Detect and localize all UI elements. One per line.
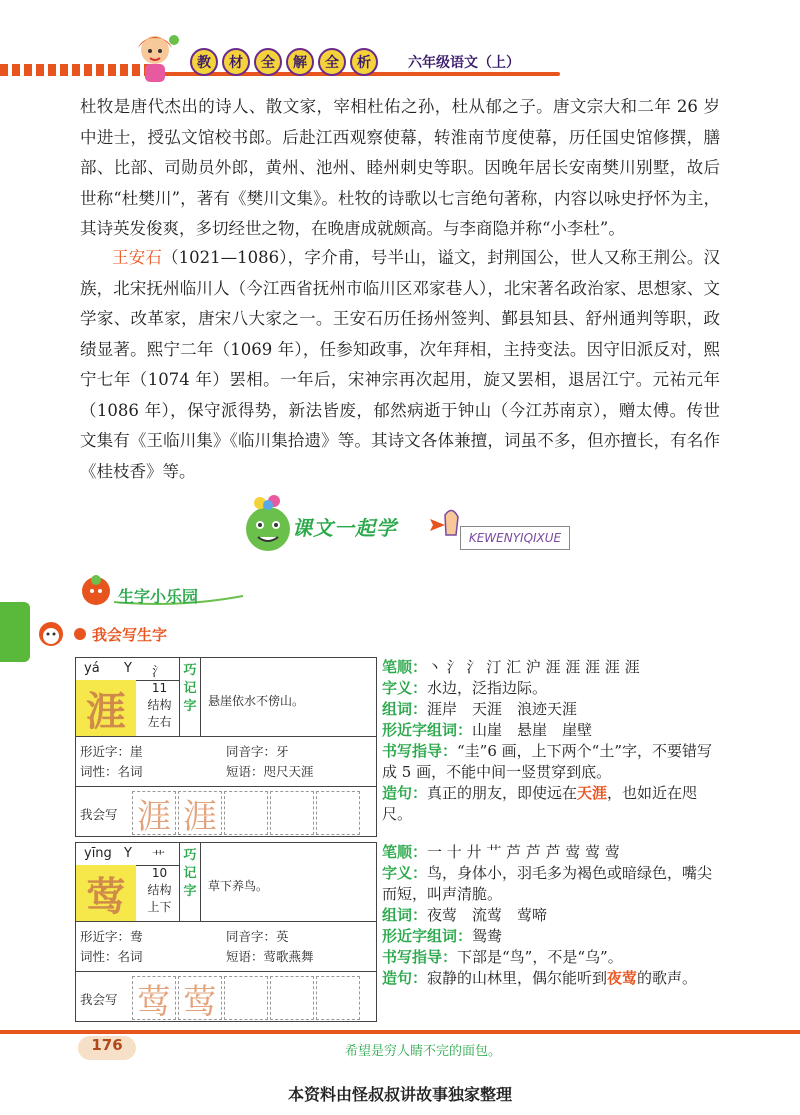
bullet-icon [74, 628, 86, 640]
stroke-order: 一 十 廾 艹 芦 芦 芦 莺 莺 莺 [427, 843, 620, 861]
phrase: 短语：咫尺天涯 [226, 764, 314, 779]
pinyin: yá [84, 661, 100, 676]
words-label: 组词： [382, 906, 428, 924]
divider [76, 921, 376, 922]
similar-words-label: 形近字组词： [382, 927, 473, 945]
header-subtitle: 六年级语文（上） [408, 55, 520, 71]
stroke-count: 11 [151, 681, 168, 695]
sentence-label: 造句： [382, 784, 428, 802]
empty-box[interactable] [316, 791, 360, 835]
girl-mascot-icon [128, 30, 182, 88]
paragraph-du-mu: 杜牧是唐代杰出的诗人、散文家，宰相杜佑之孙，杜从郁之子。唐文宗大和二年 26 岁中进士，授弘文馆校书郎。后赴江西观察使幕，转淮南节度使幕，历任国史馆修撰，膳部、比部、司勋员外郎，黄州、池州、睦州刺史等职。因晚年居长安南樊川别墅，故后世称“杜樊川”，著有《樊川文集》。杜牧的诗歌以七言绝句著称，内容以咏史抒怀为主，其诗英发俊爽，多切经世之物，在晚唐成就颇高。与李商隐并称“小李杜”。 [80, 97, 720, 238]
words: 夜莺 流莺 莺啼 [427, 906, 548, 924]
homophone: 同音字：英 [226, 929, 289, 944]
target-character: 莺 [76, 865, 136, 921]
header-title-char: 解 [286, 48, 314, 76]
trace-box: 莺 [132, 976, 176, 1020]
sentence-highlight: 天涯 [577, 784, 608, 802]
pinyin-row [76, 843, 179, 866]
radical: 氵 [152, 665, 166, 680]
header-title [190, 48, 378, 76]
write-label: 我会写 [80, 807, 118, 822]
phrase: 短语：莺歌燕舞 [226, 949, 314, 964]
character-card [75, 842, 377, 1022]
meaning: 鸟，身体小，羽毛多为褐色或暗绿色，嘴尖而短，叫声清脆。 [382, 864, 713, 903]
structure-label: 结构 [147, 883, 172, 897]
fox-mascot-icon [36, 618, 66, 648]
credit-line: 本资料由怪叔叔讲故事独家整理 [287, 1085, 512, 1104]
words: 涯岸 天涯 浪迹天涯 [427, 700, 578, 718]
mnemonic-text: 草下养鸟。 [208, 879, 269, 893]
trace-box: 涯 [132, 791, 176, 835]
writing-practice-row [76, 786, 376, 837]
notes-panel [382, 657, 722, 825]
header-title-char: 教 [190, 48, 218, 76]
sentence-part: 真正的朋友，即使远在 [427, 784, 578, 802]
structure-value: 上下 [147, 900, 172, 914]
similar-char: 形近字：鸯 [80, 929, 143, 944]
character-card [75, 657, 377, 837]
stroke-order: 丶 氵 氵 汀 汇 沪 涯 涯 涯 涯 涯 [427, 658, 640, 676]
paragraph-body: （1021—1086），字介甫，号半山，谥文，封荆国公，世人又称王荆公。汉族，北宋抚州临川人（今江西省抚州市临川区邓家巷人），北宋著名政治家、思想家、文学家、改革家，唐宋八大家之一。王安石历任扬州签判、鄞县知县、舒州通判等职，政绩显著。熙宁二年（1069 年），任参知政事，次年拜相，主持变法。因守旧派反对，熙宁七年（1074 年）罢相。一年后，宋神宗再次起用，旋又罢相，退居江宁。元祐元年（1086 年），保守派得势，新法皆废，郁然病逝于钟山（今江苏南京），赠太傅。传世文集有《王临川集》《临川集拾遗》等。其诗文各体兼擅，词虽不多，但亦擅长，有名作《桂枝香》等。 [80, 248, 721, 481]
radical-letter: Y [124, 661, 132, 676]
notes-panel [382, 842, 722, 989]
footer-rule [0, 1030, 800, 1034]
empty-box[interactable] [224, 976, 268, 1020]
writing-guide-label: 书写指导： [382, 948, 458, 966]
mnemonic-tag: 巧记字 [179, 658, 201, 736]
part-of-speech: 词性：名词 [80, 764, 143, 779]
header-title-char: 全 [254, 48, 282, 76]
stroke-order-label: 笔顺： [382, 658, 428, 676]
footer-motto: 希望是穷人睛不完的面包。 [345, 1044, 502, 1059]
page-number: 176 [78, 1036, 136, 1060]
meaning-label: 字义： [382, 864, 428, 882]
mnemonic-tag: 巧记字 [179, 843, 201, 921]
sentence-label: 造句： [382, 969, 428, 987]
divider [76, 736, 376, 737]
author-name: 王安石 [112, 248, 163, 267]
section-subtitle: 我会写生字 [92, 626, 168, 644]
words-label: 组词： [382, 700, 428, 718]
sentence-part: ，也如近在咫尺。 [382, 784, 698, 823]
header-title-char: 材 [222, 48, 250, 76]
writing-practice-row [76, 971, 376, 1022]
writing-guide-label: 书写指导： [382, 742, 458, 760]
part-of-speech: 词性：名词 [80, 949, 143, 964]
target-character: 涯 [76, 680, 136, 736]
sentence-highlight: 夜莺 [607, 969, 638, 987]
sentence-part: 寂静的山林里，偶尔能听到 [427, 969, 608, 987]
similar-words-label: 形近字组词： [382, 721, 473, 739]
empty-box[interactable] [316, 976, 360, 1020]
pinyin-row [76, 658, 179, 681]
side-tab [0, 602, 30, 662]
writing-guide: “圭”6 画，上下两个“土”字，不要错写成 5 画，不能中间一竖贯穿到底。 [382, 742, 713, 781]
radical: 艹 [152, 850, 166, 865]
char-info [140, 680, 179, 731]
banner-title: 课文一起学 [292, 516, 397, 540]
sentence-part: 的歌声。 [637, 969, 698, 987]
write-label: 我会写 [80, 992, 118, 1007]
meaning-label: 字义： [382, 679, 428, 697]
similar-char: 形近字：崖 [80, 744, 143, 759]
paragraph-wang-anshi [80, 243, 720, 487]
stroke-order-label: 笔顺： [382, 843, 428, 861]
empty-box[interactable] [270, 791, 314, 835]
structure-label: 结构 [147, 698, 172, 712]
empty-box[interactable] [224, 791, 268, 835]
stroke-count: 10 [151, 866, 168, 880]
char-info [140, 865, 179, 916]
trace-box: 莺 [178, 976, 222, 1020]
writing-guide: 下部是“鸟”，不是“乌”。 [457, 948, 623, 966]
header-title-char: 析 [350, 48, 378, 76]
empty-box[interactable] [270, 976, 314, 1020]
mnemonic-text: 悬崖依水不傍山。 [208, 694, 305, 708]
similar-words: 鸳鸯 [472, 927, 503, 945]
section-title: 生字小乐园 [118, 587, 199, 606]
trace-box: 涯 [178, 791, 222, 835]
radical-letter: Y [124, 846, 132, 861]
banner-english: KEWENYIQIXUE [460, 526, 570, 550]
header-title-char: 全 [318, 48, 346, 76]
pinyin: yīng [84, 846, 112, 861]
similar-words: 山崖 悬崖 崖壁 [472, 721, 593, 739]
meaning: 水边，泛指边际。 [427, 679, 548, 697]
structure-value: 左右 [147, 715, 172, 729]
homophone: 同音字：牙 [226, 744, 289, 759]
